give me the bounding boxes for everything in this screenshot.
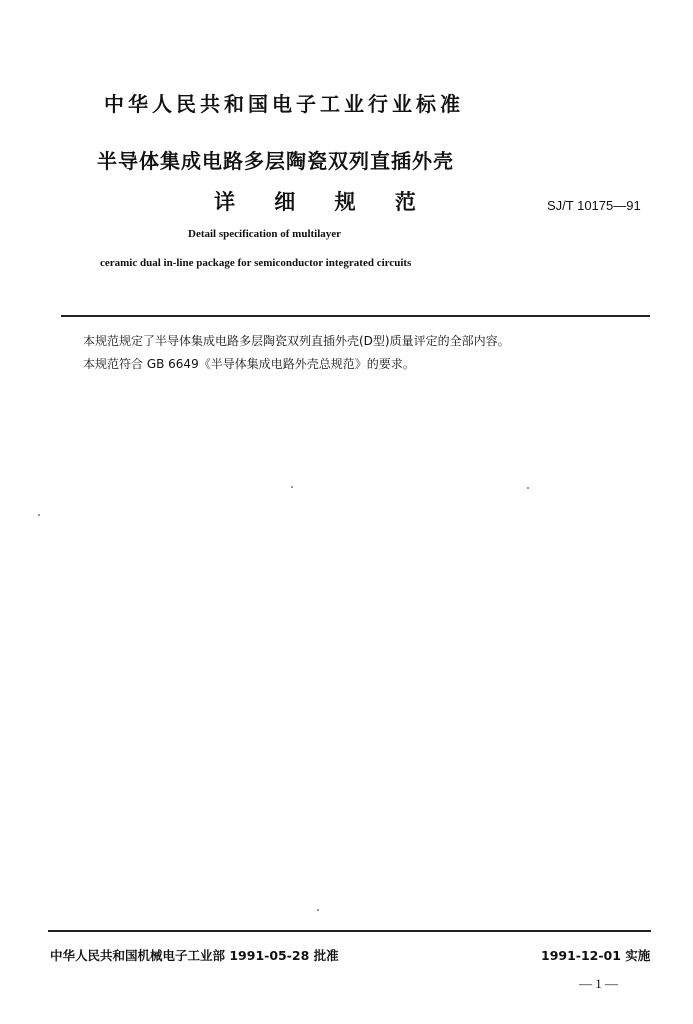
scan-speck xyxy=(38,514,40,516)
english-title-line1: Detail specification of multilayer xyxy=(188,228,342,240)
body-paragraph-2: 本规范符合 GB 6649《半导体集成电路外壳总规范》的要求。 xyxy=(83,357,415,371)
industry-standard-heading: 中华人民共和国电子工业行业标准 xyxy=(104,92,464,116)
body-paragraph-1: 本规范规定了半导体集成电路多层陶瓷双列直插外壳(D型)质量评定的全部内容。 xyxy=(83,334,510,348)
effective-date: 1991-12-01 实施 xyxy=(541,948,651,963)
footer-divider xyxy=(48,930,651,932)
english-title-line2: ceramic dual in-line package for semiconductor integrated circuits xyxy=(100,257,412,269)
approval-line: 中华人民共和国机械电子工业部 1991-05-28 批准 xyxy=(50,948,339,963)
scan-speck xyxy=(291,486,293,488)
page-number: — 1 — xyxy=(579,976,618,991)
header-divider xyxy=(61,315,650,317)
document-title-line2: 详 细 规 范 xyxy=(214,190,432,214)
standard-number: SJ/T 10175—91 xyxy=(547,198,641,213)
scan-speck xyxy=(527,487,529,489)
document-title-line1: 半导体集成电路多层陶瓷双列直插外壳 xyxy=(97,149,454,173)
scan-speck xyxy=(317,909,319,911)
